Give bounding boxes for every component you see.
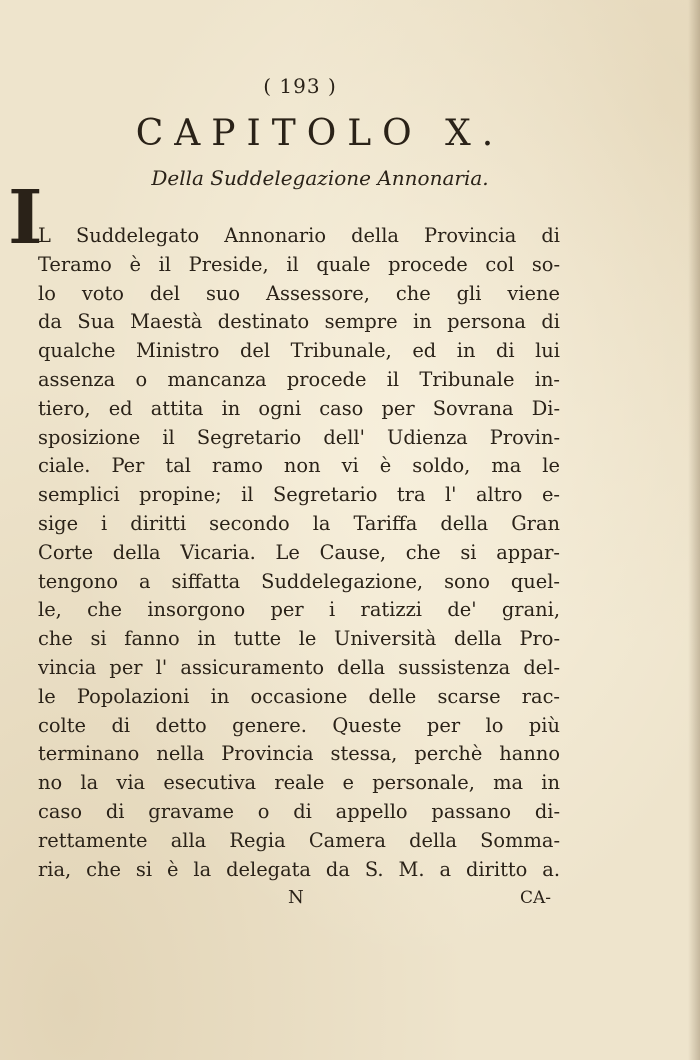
- text-line: lo voto del suo Assessore, che gli viene: [38, 281, 560, 305]
- text-line: tiero, ed attita in ogni caso per Sovrana Di-: [38, 396, 560, 420]
- text-line: semplici propine; il Segretario tra l' altro e-: [38, 483, 560, 507]
- text-line: vincia per l' assicuramento della sussistenza del-: [38, 655, 560, 679]
- text-line: le Popolazioni in occasione delle scarse rac-: [38, 684, 560, 708]
- text-line: no la via esecutiva reale e personale, ma in: [38, 771, 560, 795]
- text-line: ria, che si è la delegata da S. M. a diritto a.: [38, 857, 560, 881]
- chapter-title: CAPITOLO X.: [135, 113, 505, 154]
- chapter-subtitle: Della Suddelegazione Annonaria.: [151, 166, 489, 190]
- drop-cap: I: [8, 175, 43, 261]
- text-line: rettamente alla Regia Camera della Somma-: [38, 828, 560, 852]
- text-line: Corte della Vicaria. Le Cause, che si appar-: [38, 540, 560, 564]
- text-line: sposizione il Segretario dell' Udienza Provin-: [38, 425, 560, 449]
- text-line: colte di detto genere. Queste per lo più: [38, 713, 560, 737]
- text-line: terminano nella Provincia stessa, perchè hanno: [38, 742, 560, 766]
- text-line: caso di gravame o di appello passano di-: [38, 799, 560, 823]
- text-line: qualche Ministro del Tribunale, ed in di lui: [38, 339, 560, 363]
- signature-mark: N: [288, 887, 304, 908]
- page-number: ( 193 ): [263, 74, 337, 98]
- text-line: L Suddelegato Annonario della Provincia di: [38, 224, 560, 247]
- text-line: assenza o mancanza procede il Tribunale in-: [38, 367, 560, 391]
- text-line: ciale. Per tal ramo non vi è soldo, ma le: [38, 454, 560, 478]
- text-line: le, che insorgono per i ratizzi de' grani,: [38, 598, 560, 622]
- text-line: sige i diritti secondo la Tariffa della Gran: [38, 511, 560, 535]
- text-line: Teramo è il Preside, il quale procede col so-: [38, 252, 560, 276]
- catchword: CA-: [520, 888, 552, 908]
- text-line: tengono a siffatta Suddelegazione, sono quel-: [38, 569, 560, 593]
- page-edge-shadow: [688, 0, 700, 1060]
- text-line: che si fanno in tutte le Università della Pro-: [38, 627, 560, 651]
- text-line: da Sua Maestà destinato sempre in persona di: [38, 310, 560, 334]
- body-text: [38, 222, 560, 884]
